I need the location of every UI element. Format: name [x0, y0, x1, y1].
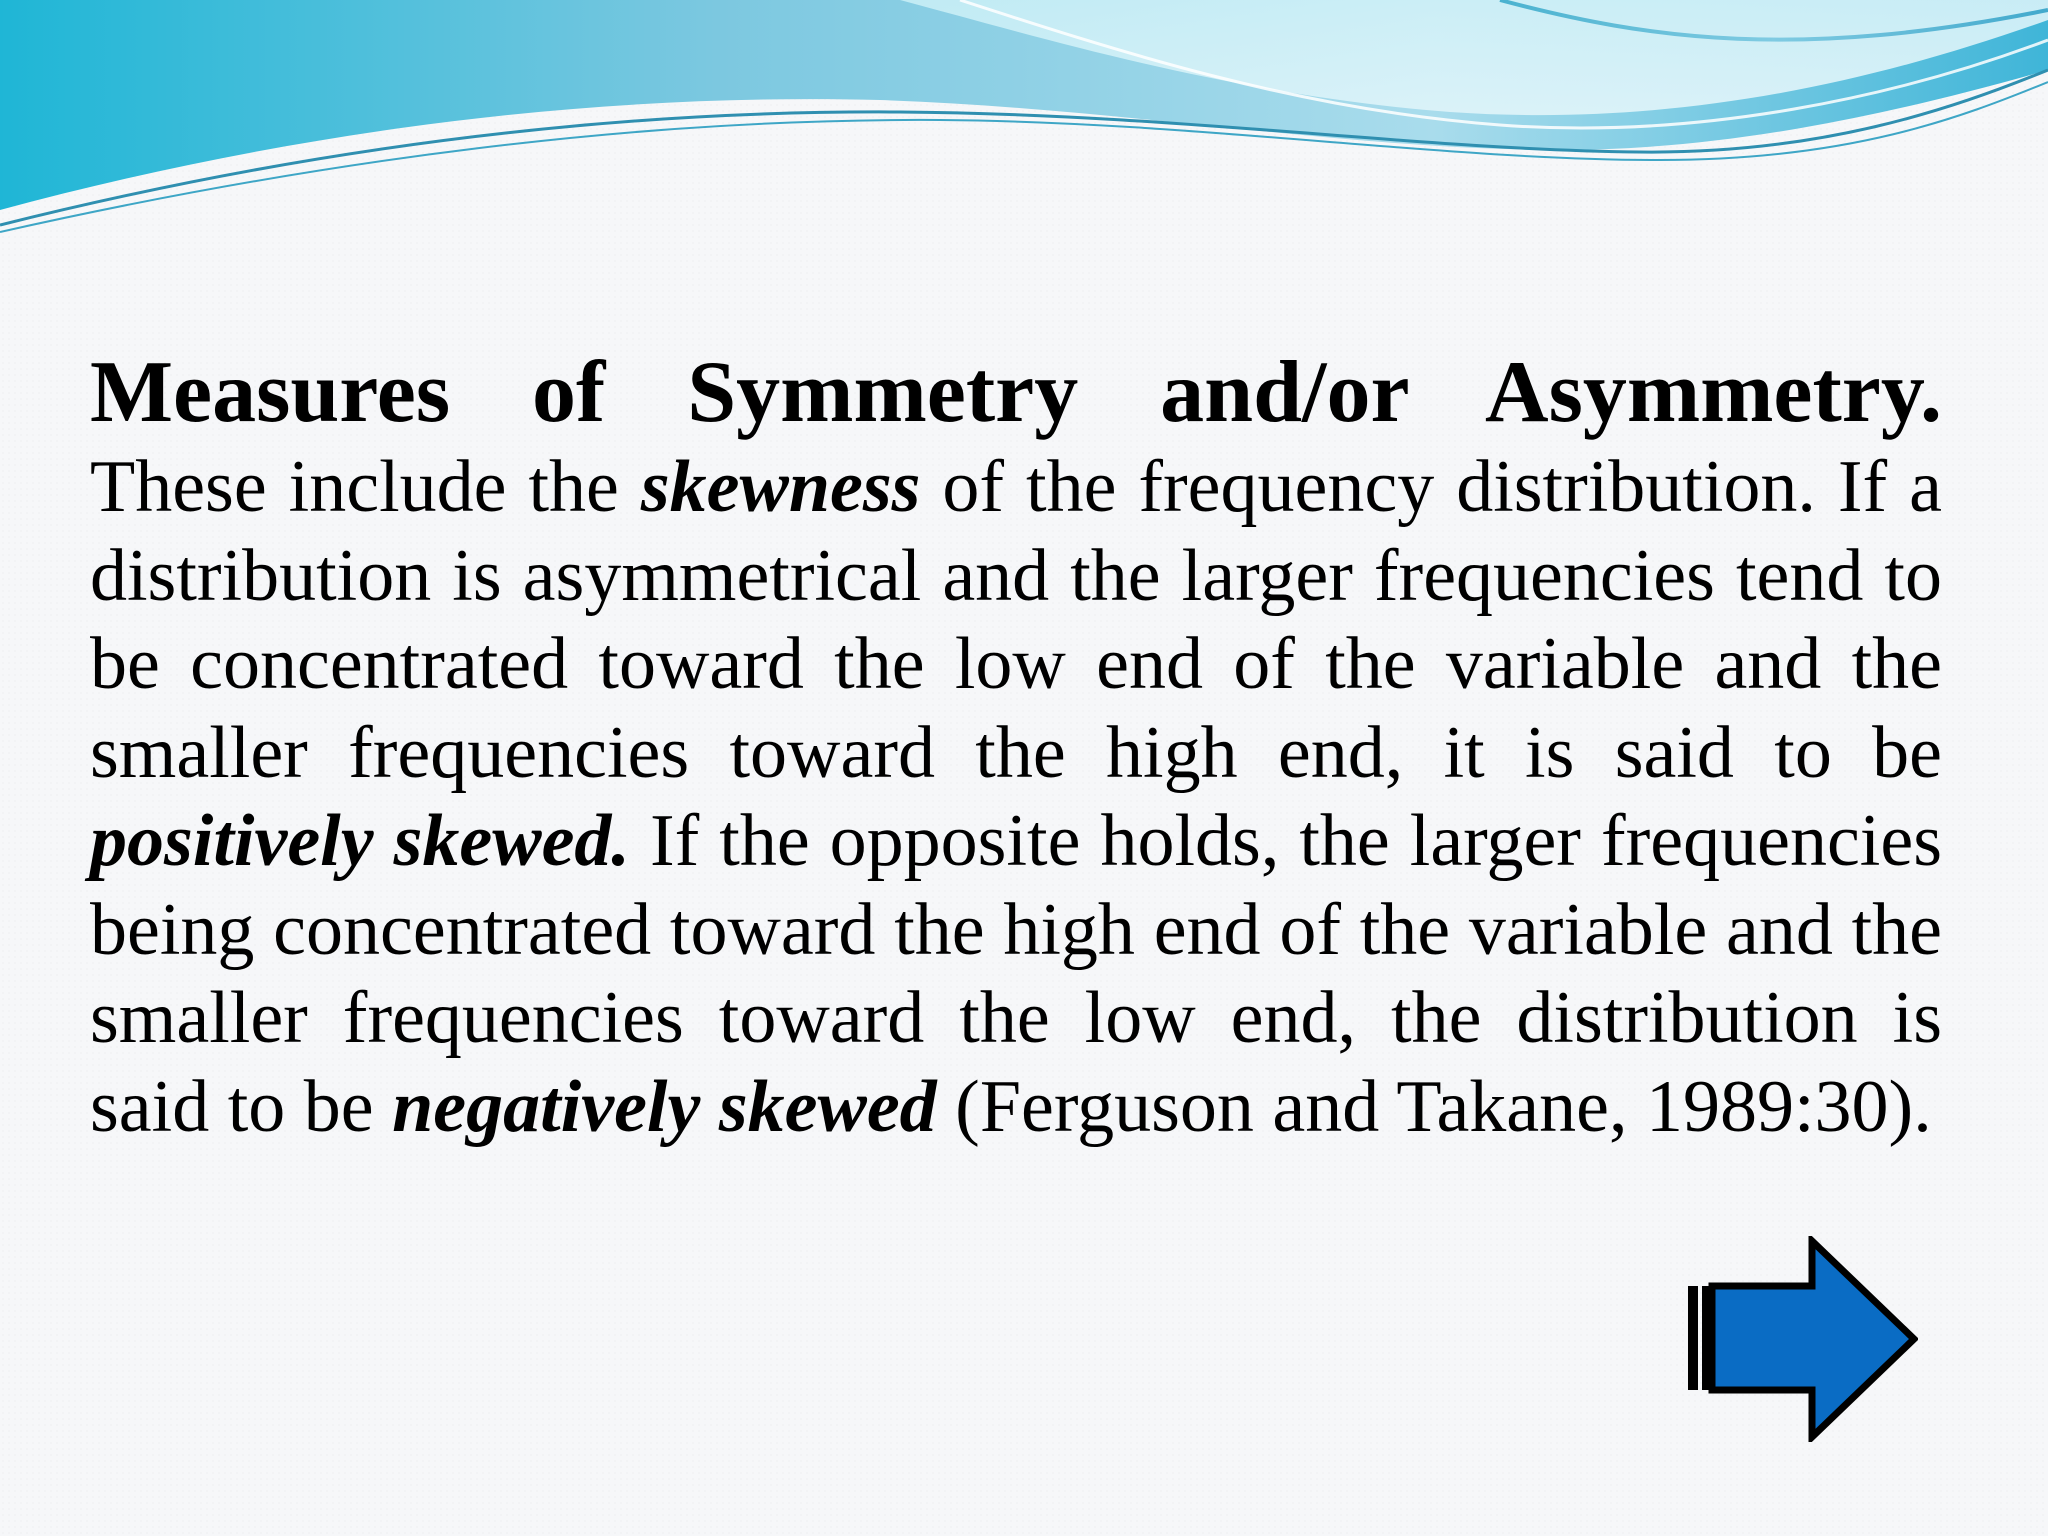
term-skewness: skewness [640, 446, 921, 528]
paragraph-text-3: If the opposite holds, the larger frequencies being concentrated toward the high end of the variable and the smaller frequencies toward the low end, the distribution is said to be [90, 800, 1942, 1148]
slide-body-text [90, 343, 1942, 1151]
slide-heading: Measures of Symmetry and/or Asymmetry. [90, 344, 1942, 441]
next-slide-button[interactable] [1682, 1236, 1918, 1442]
term-positively-skewed: positively skewed. [90, 800, 630, 882]
term-negatively-skewed: negatively skewed [392, 1065, 937, 1148]
paragraph-citation: (Ferguson and Takane, 1989:30). [936, 1065, 1932, 1148]
paragraph-text-2: of the frequency distribution. If a distribution is asymmetrical and the larger frequencies tend to be concentrated toward the low end of the variable and the smaller frequencies toward the high end, it is said to be [90, 446, 1943, 794]
paragraph-text-1: These include the [90, 446, 641, 528]
header-wave-decoration [0, 0, 2048, 260]
right-arrow-icon [1682, 1236, 1918, 1442]
